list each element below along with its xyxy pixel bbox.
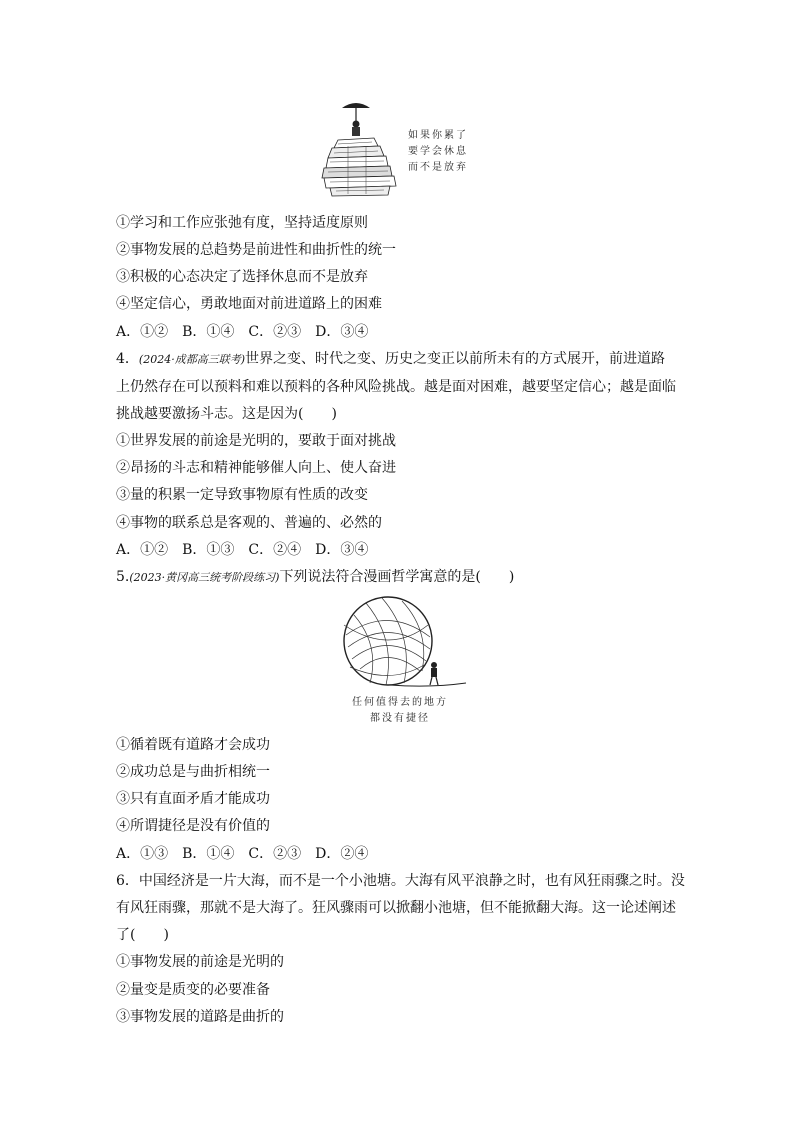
q4-stem-text-1: 世界之变、时代之变、历史之变正以前所未有的方式展开，前进道路 xyxy=(245,351,665,367)
q3-answer-choices: A．①② B．①④ C．②③ D．③④ xyxy=(116,324,369,340)
q6-stem-line-2: 有风狂雨骤，那就不是大海了。狂风骤雨可以掀翻小池塘，但不能掀翻大海。这一论述阐述 xyxy=(116,900,676,916)
cartoon1-caption-line-3: 而不是放弃 xyxy=(408,162,468,173)
q4-option-3: ③量的积累一定导致事物原有性质的改变 xyxy=(116,487,368,503)
q3-option-1: ①学习和工作应张弛有度，坚持适度原则 xyxy=(116,215,368,231)
q5-option-3: ③只有直面矛盾才能成功 xyxy=(116,791,270,807)
q5-answer-choices: A．①③ B．①④ C．②③ D．②④ xyxy=(116,846,369,862)
q4-answer-choices: A．①② B．①③ C．②④ D．③④ xyxy=(116,542,369,558)
cartoon-yarn-ball xyxy=(330,595,470,725)
yarn-ball-illustration xyxy=(330,595,470,690)
q6-option-3: ③事物发展的道路是曲折的 xyxy=(116,1009,284,1025)
cartoon2-caption-line-2: 都没有捷径 xyxy=(370,713,430,724)
q4-stem-line-1 xyxy=(116,351,665,368)
q5-stem-text: 下列说法符合漫画哲学寓意的是( ) xyxy=(279,569,515,585)
books-pile-illustration xyxy=(318,100,403,200)
q3-option-4: ④坚定信心，勇敢地面对前进道路上的困难 xyxy=(116,296,382,312)
q6-stem-line-1: 6．中国经济是一片大海，而不是一个小池塘。大海有风平浪静之时，也有风狂雨骤之时。没 xyxy=(116,873,685,889)
q3-option-3: ③积极的心态决定了选择休息而不是放弃 xyxy=(116,269,368,285)
cartoon-rest-not-give-up xyxy=(318,100,488,200)
q5-source: (2023·黄冈高三统考阶段练习) xyxy=(129,571,280,584)
q4-number: 4． xyxy=(116,351,139,367)
q5-option-1: ①循着既有道路才会成功 xyxy=(116,737,270,753)
q4-option-2: ②昂扬的斗志和精神能够催人向上、使人奋进 xyxy=(116,460,396,476)
q6-option-2: ②量变是质变的必要准备 xyxy=(116,982,270,998)
q5-stem xyxy=(116,569,514,586)
q4-option-1: ①世界发展的前途是光明的，要敢于面对挑战 xyxy=(116,433,396,449)
q4-stem-line-3: 挑战越要激扬斗志。这是因为( ) xyxy=(116,406,337,422)
q4-source: (2024·成都高三联考) xyxy=(138,353,245,366)
q4-option-4: ④事物的联系总是客观的、普遍的、必然的 xyxy=(116,515,382,531)
q6-stem-line-3: 了( ) xyxy=(116,927,169,943)
q5-option-4: ④所谓捷径是没有价值的 xyxy=(116,818,270,834)
q5-option-2: ②成功总是与曲折相统一 xyxy=(116,764,270,780)
q5-number: 5. xyxy=(116,569,130,585)
q4-stem-line-2: 上仍然存在可以预料和难以预料的各种风险挑战。越是面对困难，越要坚定信心；越是面临 xyxy=(116,379,676,395)
cartoon1-caption-line-2: 要学会休息 xyxy=(408,146,468,157)
cartoon2-caption-line-1: 任何值得去的地方 xyxy=(352,697,448,708)
q3-option-2: ②事物发展的总趋势是前进性和曲折性的统一 xyxy=(116,242,396,258)
q6-option-1: ①事物发展的前途是光明的 xyxy=(116,954,284,970)
cartoon1-caption-line-1: 如果你累了 xyxy=(408,130,468,141)
